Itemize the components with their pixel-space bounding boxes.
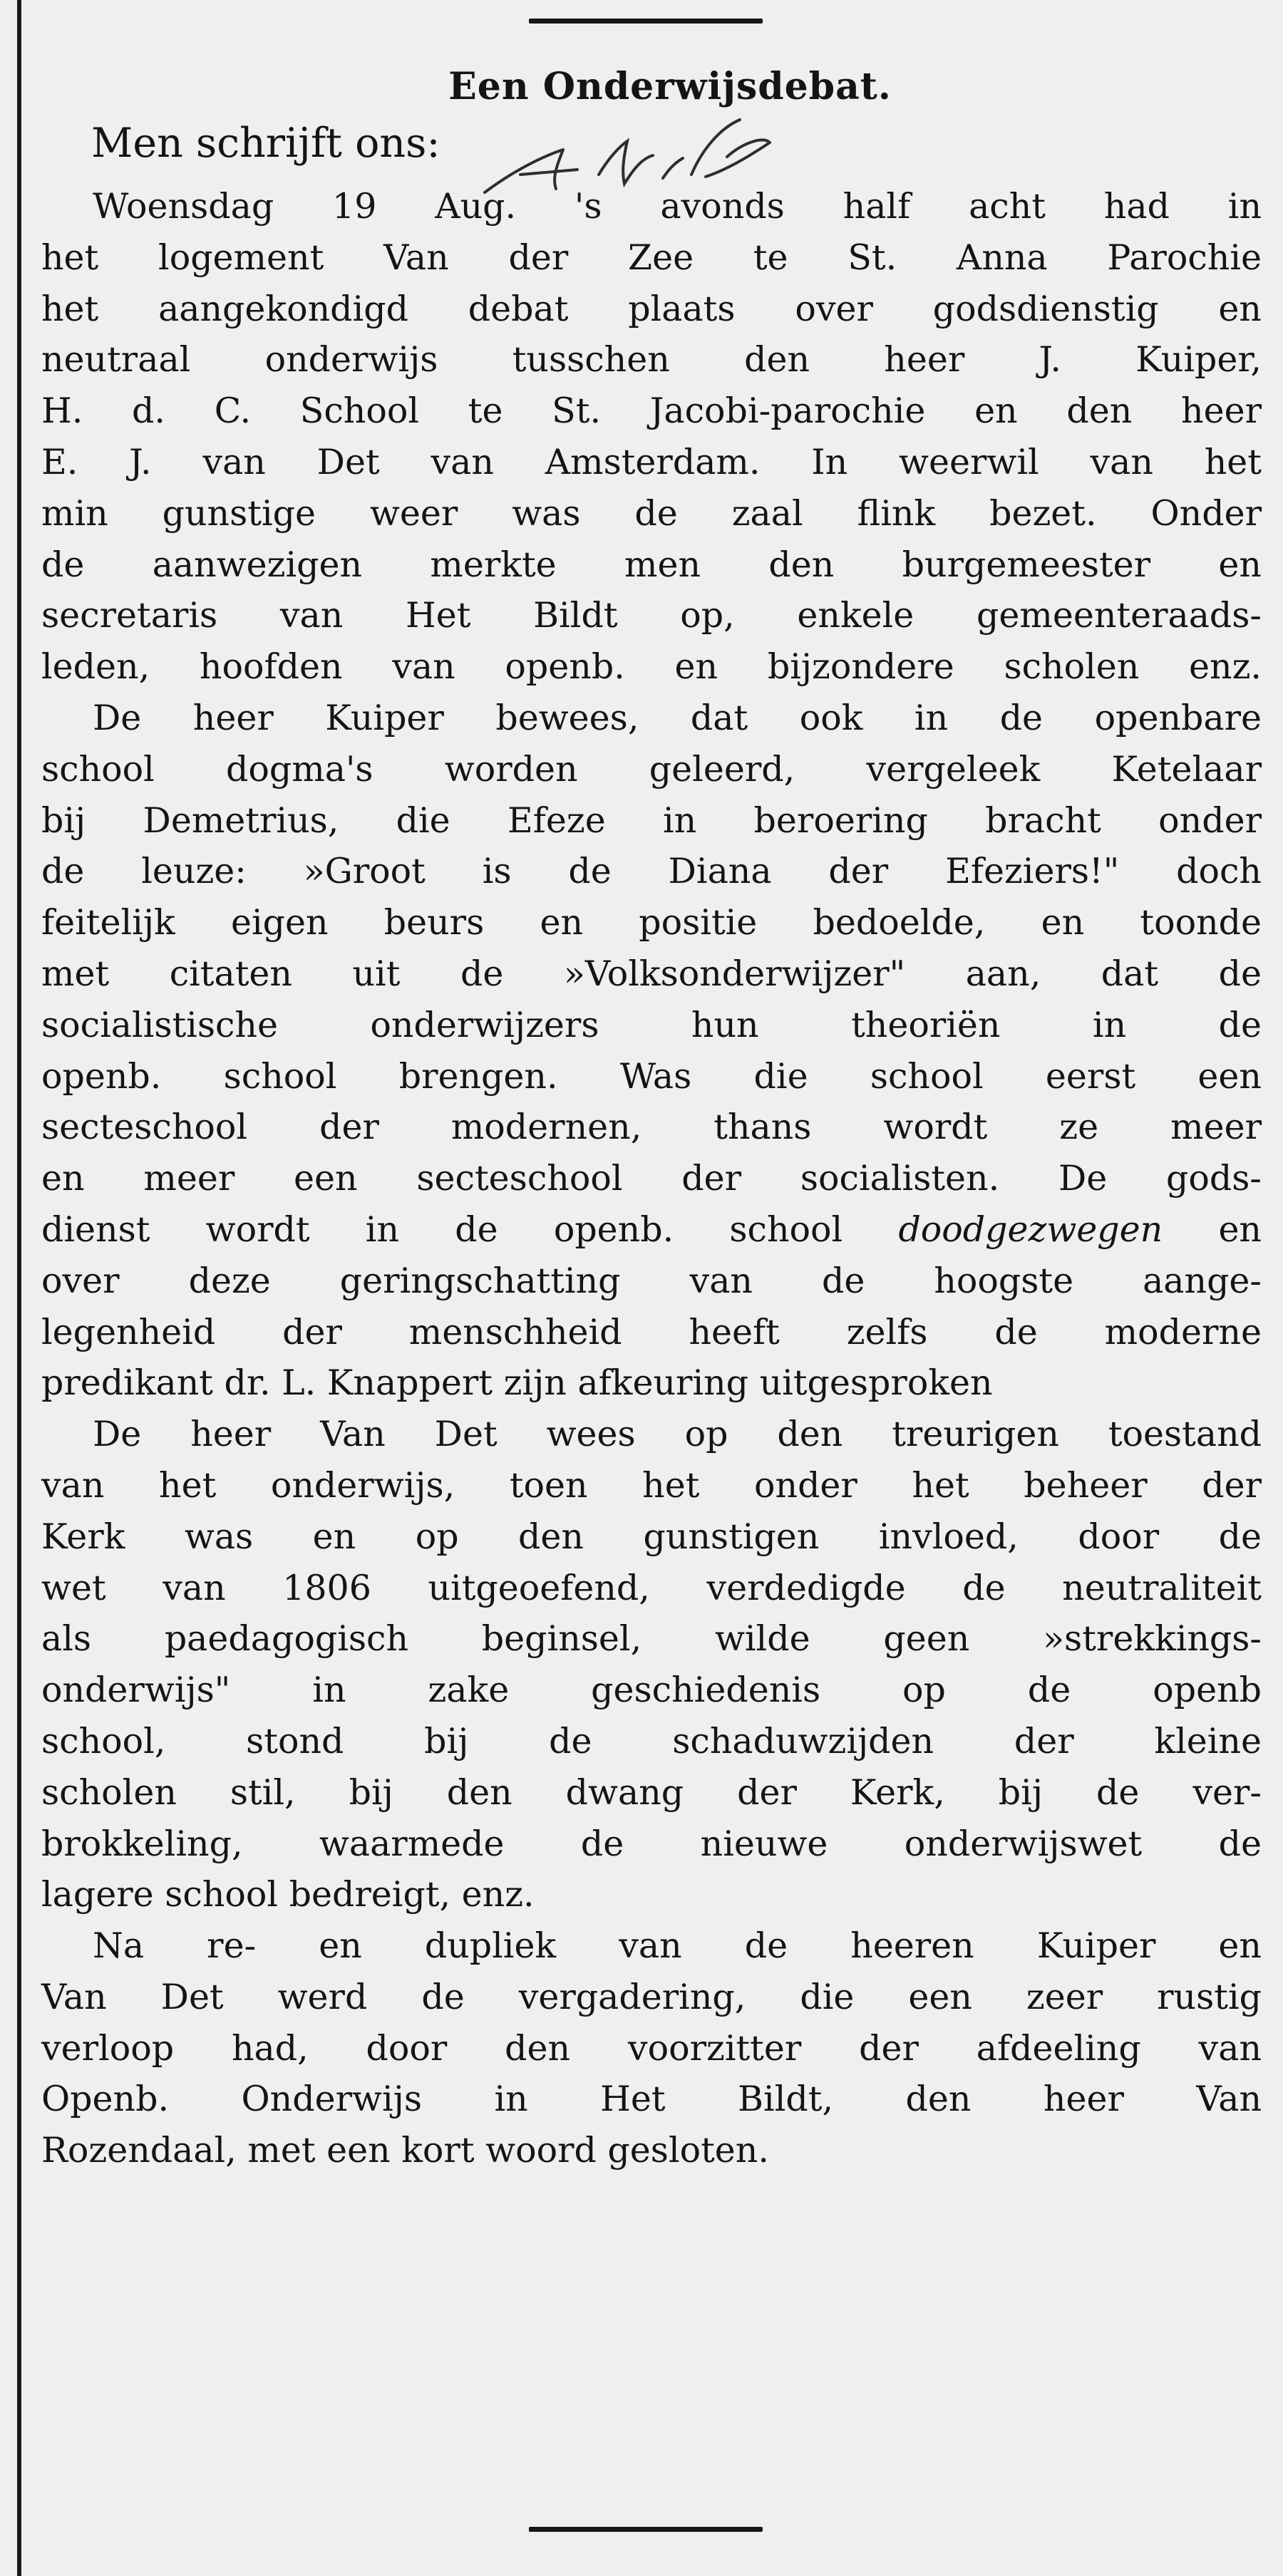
text-line: over deze geringschatting van de hoogste aange- [41, 1260, 1262, 1301]
text-line: secteschool der modernen, thans wordt ze meer [41, 1107, 1262, 1148]
text-line: predikant dr. L. Knappert zijn afkeuring uitgesproken [41, 1362, 993, 1404]
text-line: openb. school brengen. Was die school eerst een [41, 1055, 1262, 1097]
text-line: met citaten uit de »Volksonderwijzer" aan, dat de [41, 953, 1262, 994]
text-line: onderwijs" in zake geschiedenis op de openb [41, 1670, 1262, 1711]
text-line: E. J. van Det van Amsterdam. In weerwil van het [41, 441, 1262, 482]
text-line: lagere school bedreigt, enz. [41, 1874, 535, 1915]
text-line: Kerk was en op den gunstigen invloed, door de [41, 1516, 1262, 1557]
text-line: het logement Van der Zee te St. Anna Parochie [41, 237, 1262, 278]
article-title: Een Onderwijsdebat. [448, 65, 892, 108]
text-line: Woensdag 19 Aug. 's avonds half acht had in [93, 186, 1262, 227]
text-line: De heer Van Det wees op den treurigen toestand [93, 1414, 1262, 1455]
article-body [41, 181, 1262, 2176]
text-line: wet van 1806 uitgeoefend, verdedigde de neutraliteit [41, 1567, 1262, 1608]
text-line: scholen stil, bij den dwang der Kerk, bij de ver- [41, 1771, 1262, 1813]
text-line: Rozendaal, met een kort woord gesloten. [41, 2130, 769, 2171]
text-line: secretaris van Het Bildt op, enkele gemeenteraads- [41, 595, 1262, 636]
text-line: H. d. C. School te St. Jacobi-parochie en den heer [41, 390, 1262, 432]
text-line: legenheid der menschheid heeft zelfs de moderne [41, 1311, 1262, 1352]
text-line: school dogma's worden geleerd, vergeleek Ketelaar [41, 748, 1262, 790]
text-line: socialistische onderwijzers hun theoriën in de [41, 1004, 1262, 1045]
text-line: de leuze: »Groot is de Diana der Efeziers!" doch [41, 851, 1262, 892]
bottom-divider [529, 2527, 763, 2532]
article-byline: Men schrijft ons: [91, 120, 440, 167]
text-line: Openb. Onderwijs in Het Bildt, den heer Van [41, 2079, 1262, 2120]
text-line: school, stond bij de schaduwzijden der kleine [41, 1720, 1262, 1762]
text-line: brokkeling, waarmede de nieuwe onderwijswet de [41, 1823, 1262, 1864]
text-line: leden, hoofden van openb. en bijzondere scholen enz. [41, 646, 1262, 688]
text-line-end: en [1218, 1209, 1262, 1250]
text-line: van het onderwijs, toen het onder het beheer der [41, 1464, 1262, 1506]
text-line: Na re- en dupliek van de heeren Kuiper en [93, 1925, 1262, 1967]
top-divider [529, 19, 763, 24]
text-line: feitelijk eigen beurs en positie bedoelde, en toonde [41, 902, 1262, 943]
text-line-with-emphasis [41, 1204, 1262, 1256]
text-line: Van Det werd de vergadering, die een zeer rustig [41, 1976, 1262, 2017]
text-line-start: dienst wordt in de openb. school [41, 1209, 843, 1250]
text-line: bij Demetrius, die Efeze in beroering bracht onder [41, 800, 1262, 841]
text-line: De heer Kuiper bewees, dat ook in de openbare [93, 697, 1262, 738]
text-line: neutraal onderwijs tusschen den heer J. Kuiper, [41, 339, 1262, 381]
text-line: de aanwezigen merkte men den burgemeester en [41, 544, 1262, 585]
column-rule [17, 0, 21, 2576]
text-line: als paedagogisch beginsel, wilde geen »strekkings- [41, 1618, 1262, 1660]
text-line: en meer een secteschool der socialisten. De gods- [41, 1158, 1262, 1199]
text-line: min gunstige weer was de zaal flink bezet. Onder [41, 492, 1262, 534]
text-line: verloop had, door den voorzitter der afdeeling van [41, 2027, 1262, 2069]
italic-phrase: doodgezwegen [898, 1209, 1163, 1250]
text-line: het aangekondigd debat plaats over godsdienstig en [41, 288, 1262, 329]
